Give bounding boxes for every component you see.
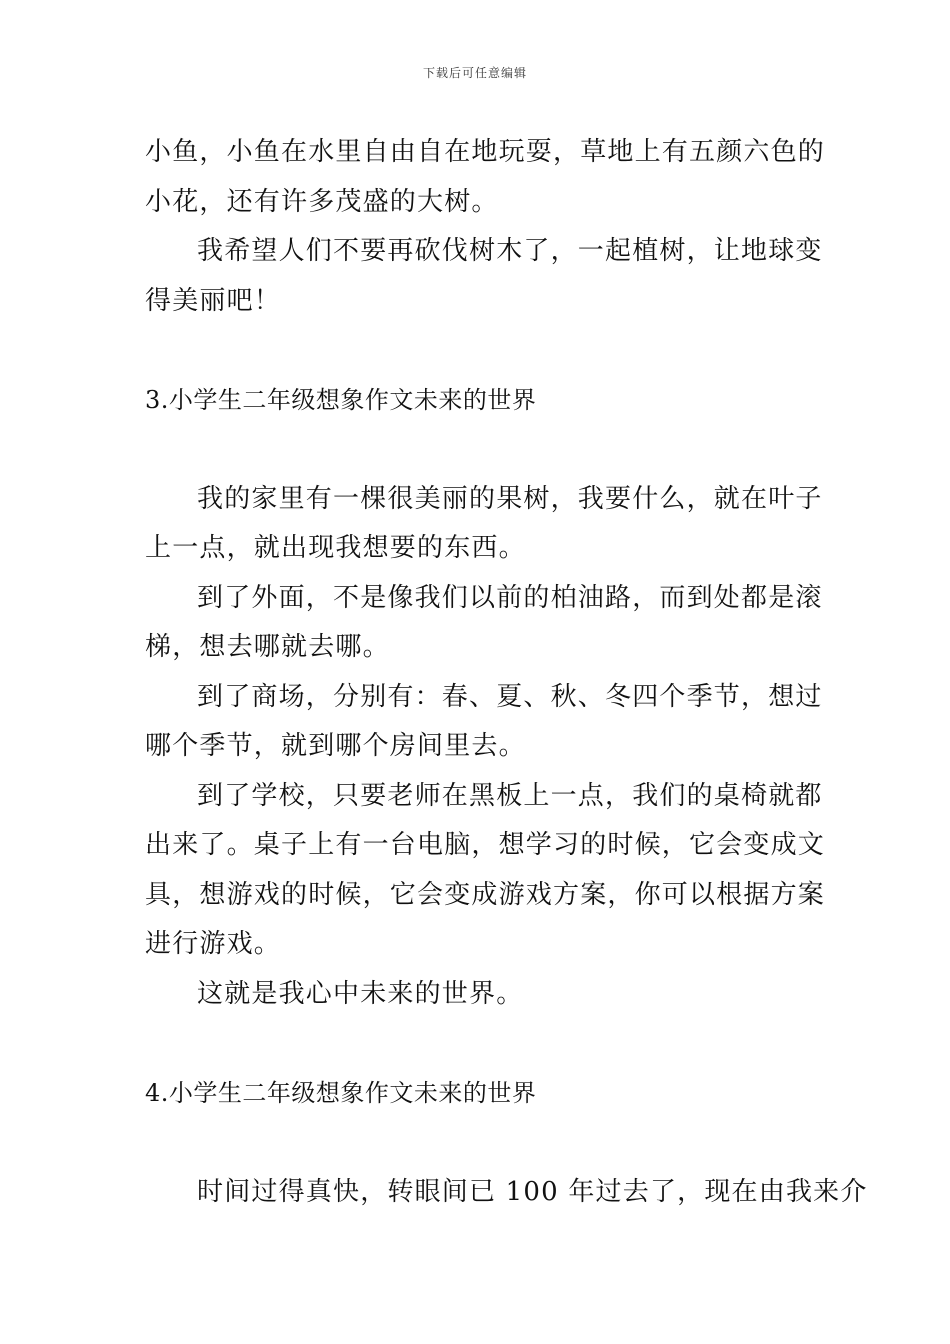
- paragraph: [145, 673, 823, 772]
- section-heading: 3.小学生二年级想象作文未来的世界: [145, 385, 537, 414]
- text-line: 到了外面，不是像我们以前的柏油路，而到处都是滚: [197, 582, 823, 613]
- text-line: 时间过得真快，转眼间已 100 年过去了，现在由我来介: [197, 1176, 868, 1207]
- text-line: 到了商场，分别有：春、夏、秋、冬四个季节，想过: [197, 681, 823, 712]
- page-header: 下载后可任意编辑: [422, 66, 527, 80]
- text-line: 这就是我心中未来的世界。: [197, 978, 524, 1009]
- paragraph: [145, 574, 823, 673]
- text-line: 具，想游戏的时候，它会变成游戏方案，你可以根据方案: [145, 879, 826, 910]
- paragraph: [145, 128, 826, 227]
- paragraph: [145, 970, 810, 1020]
- text-line: 梯，想去哪就去哪。: [145, 632, 390, 662]
- text-line: 我希望人们不要再砍伐树木了，一起植树，让地球变: [197, 236, 823, 266]
- text-line: 进行游戏。: [145, 929, 282, 959]
- paragraph: [145, 475, 823, 574]
- paragraph: [145, 772, 826, 970]
- paragraph: [145, 1168, 868, 1218]
- paragraph: [145, 227, 823, 326]
- document-body: [145, 128, 868, 1217]
- text-line: 我的家里有一棵很美丽的果树，我要什么，就在叶子: [197, 483, 823, 514]
- text-line: 小鱼，小鱼在水里自由自在地玩耍，草地上有五颜六色的: [145, 137, 826, 167]
- text-line: 出来了。桌子上有一台电脑，想学习的时候，它会变成文: [145, 830, 826, 860]
- text-line: 到了学校，只要老师在黑板上一点，我们的桌椅就都: [197, 780, 823, 811]
- text-line: 得美丽吧！: [145, 285, 282, 316]
- text-line: 小花，还有许多茂盛的大树。: [145, 186, 499, 217]
- text-line: 哪个季节，就到哪个房间里去。: [145, 731, 526, 761]
- text-line: 上一点，就出现我想要的东西。: [145, 533, 526, 563]
- section-heading: 4.小学生二年级想象作文未来的世界: [145, 1078, 537, 1107]
